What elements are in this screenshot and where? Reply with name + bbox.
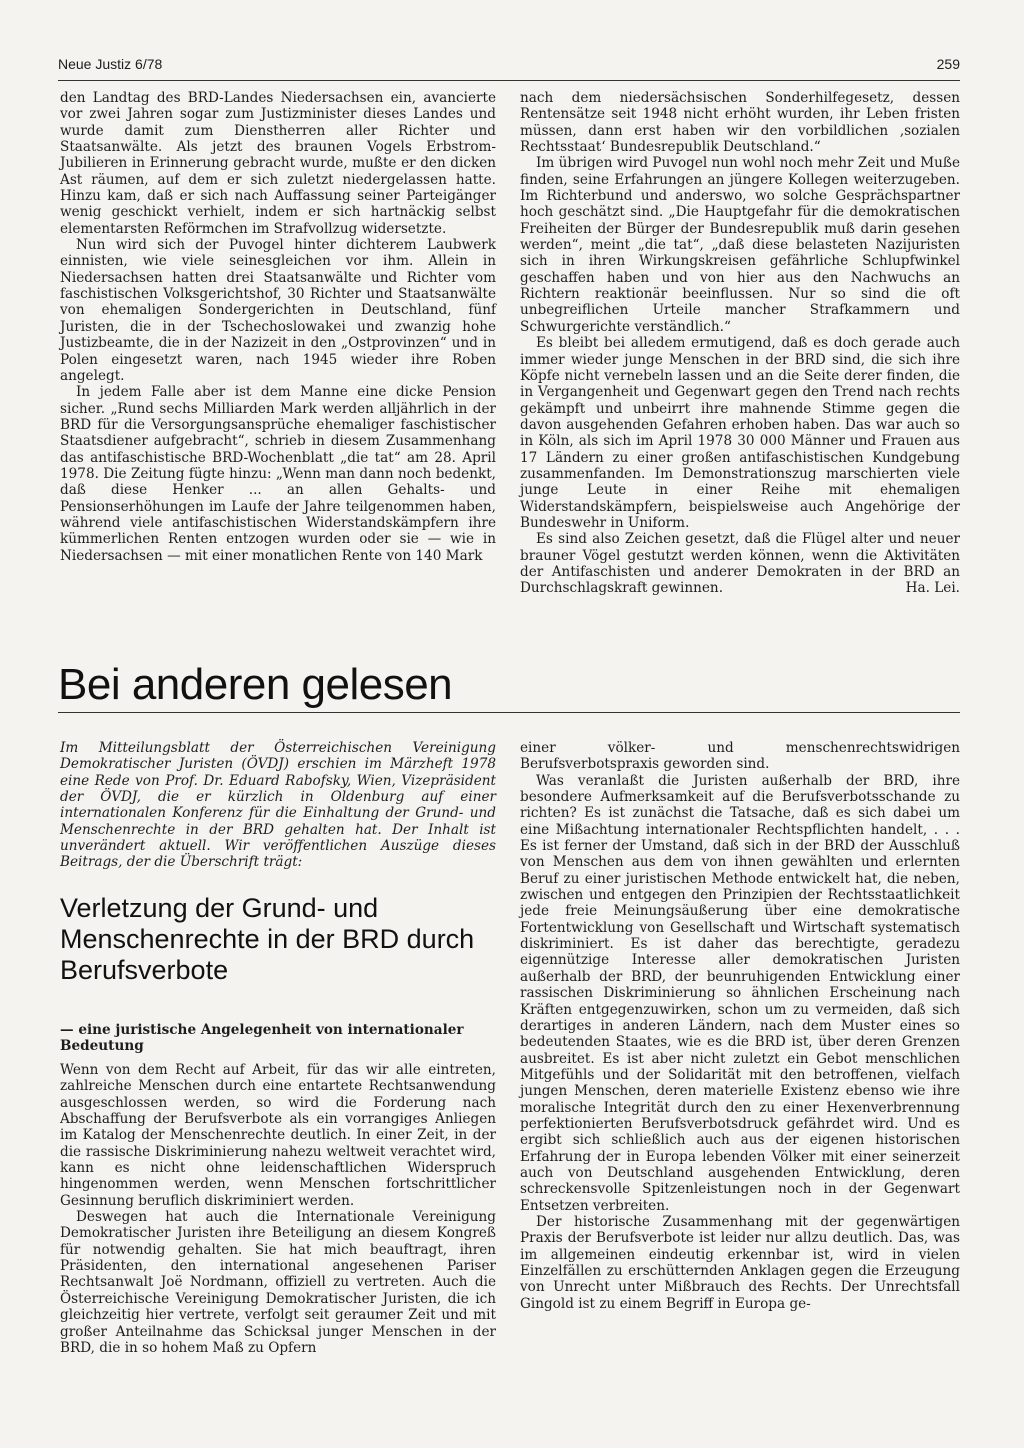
paragraph: Wenn von dem Recht auf Arbeit, für das wir alle eintreten, zahlreiche Menschen durch eine entartete Rechtsanwendung ausgeschlossen werden, so wird die Forderung nach Abschaffung der Berufsverbote als ein vorrangiges Anliegen im Katalog der Menschenrechte deutlich. In einer Zeit, in der die rassische Diskriminierung nahezu weltweit verachtet wird, kann es nicht ohne leidenschaftlichen Widerspruch hingenommen werden, wenn Menschen fortschrittlicher Gesinnung beruflich diskriminiert werden.	[60, 1062, 496, 1209]
section-title: Bei anderen gelesen	[58, 660, 453, 709]
paragraph: Deswegen hat auch die Internationale Vereinigung Demokratischer Juristen ihre Beteiligung an diesem Kongreß für notwendig gehalten. Sie hat mich beauftragt, ihren Präsidenten, den international angesehenen Pariser Rechtsanwalt Joë Nordmann, offiziell zu vertreten. Auch die Österreichische Vereinigung Demokratischer Juristen, die ich gleichzeitig hier vertrete, verfolgt seit geraumer Zeit und mit großer Anteilnahme das Schicksal junger Menschen in der BRD, die in so hohem Maß zu Opfern	[60, 1209, 496, 1356]
page-number: 259	[936, 56, 960, 72]
bottom-right-column	[520, 740, 960, 1312]
author-signature: Ha. Lei.	[905, 580, 960, 597]
paragraph: einer völker- und menschenrechtswidrigen Berufsverbotspraxis geworden sind.	[520, 740, 960, 773]
bottom-left-column	[60, 1062, 496, 1356]
section-rule	[58, 712, 960, 713]
intro-paragraph	[60, 740, 496, 871]
article-subtitle: — eine juristische Angelegenheit von internationaler Bedeutung	[60, 1022, 464, 1055]
top-left-column	[60, 90, 496, 564]
paragraph: Es bleibt bei alledem ermutigend, daß es doch gerade auch immer wieder junge Menschen in der BRD sind, die sich ihre Köpfe nicht vernebeln lassen und an die Seite derer finden, die in Vergangenheit und Gegenwart gegen den Trend nach rechts gekämpft und unbeirrt ihre mahnende Stimme gegen die davon ausgehenden Gefahren erhoben haben. Das war auch so in Köln, als sich im April 1978 30 000 Männer und Frauen aus 17 Ländern zu einer großen antifaschistischen Kundgebung zusammenfanden. Im Demonstrationszug marschierten viele junge Leute in einer Reihe mit ehemaligen Widerstandskämpfern, beispielsweise auch Angehörige der Bundeswehr in Uniform.	[520, 335, 960, 531]
paragraph: Der historische Zusammenhang mit der gegenwärtigen Praxis der Berufsverbote ist leider nur allzu deutlich. Das, was im allgemeinen eindeutig erkennbar ist, wird in vielen Einzelfällen zu erschütternden Anklagen gegen die Erzeugung von Unrecht unter Mißbrauch des Rechts. Der Unrechtsfall Gingold ist zu einem Begriff in Europa ge-	[520, 1213, 960, 1312]
intro-text: Im Mitteilungsblatt der Österreichischen Vereinigung Demokratischer Juristen (ÖVDJ) erschien im Märzheft 1978 eine Rede von Prof. Dr. Eduard Rabofsky, Wien, Vizepräsident der ÖVDJ, die er kürzlich in Oldenburg auf einer internationalen Konferenz für die Einhaltung der Grund- und Menschenrechte in der BRD gehalten hat. Der Inhalt ist unverändert aktuell. Wir veröffentlichen Auszüge dieses Beitrags, der die Überschrift trägt:	[60, 740, 496, 871]
running-header	[58, 56, 960, 78]
header-rule	[58, 80, 960, 81]
article-title: Verletzung der Grund- und Menschenrechte in der BRD durch Berufsverbote	[60, 893, 475, 985]
paragraph: nach dem niedersächsischen Sonderhilfegesetz, dessen Rentensätze seit 1948 nicht erhöht wurden, ihr Leben fristen müssen, dann erst haben wir den vorbildlichen ‚sozialen Rechtsstaat‘ Bundesrepublik Deutschland.“	[520, 90, 960, 156]
paragraph: In jedem Falle aber ist dem Manne eine dicke Pension sicher. „Rund sechs Milliarden Mark werden alljährlich in der BRD für die Versorgungsansprüche ehemaliger faschistischer Staatsdiener aufgebracht“, schrieb in diesem Zusammenhang das antifaschistische BRD-Wochenblatt „die tat“ am 28. April 1978. Die Zeitung fügte hinzu: „Wenn man dann noch bedenkt, daß diese Henker ... an allen Gehalts- und Pensionserhöhungen im Laufe der Jahre teilgenommen haben, während viele antifaschistischen Widerstandskämpfern ihre kümmerlichen Renten entzogen wurden oder sie — wie in Niedersachsen — mit einer monatlichen Rente von 140 Mark	[60, 384, 496, 564]
top-right-column	[520, 90, 960, 597]
paragraph-text: Es sind also Zeichen gesetzt, daß die Flügel alter und neuer brauner Vögel gestutzt werden können, wenn die Aktivitäten der Antifaschisten und anderer Demokraten in der BRD an Durchschlagskraft gewinnen.	[520, 531, 960, 597]
closing-paragraph	[520, 531, 960, 596]
paragraph: den Landtag des BRD-Landes Niedersachsen ein, avancierte vor zwei Jahren sogar zum Justizminister dieses Landes und wurde damit zum Dienstherren aller Richter und Staatsanwälte. Als jetzt des braunen Vogels Erbstrom-Jubilieren in Erinnerung gebracht wurde, mußte er den dicken Ast räumen, auf dem er sich zuletzt niedergelassen hatte. Hinzu kam, daß er sich nach Auffassung seiner Parteigänger wenig geschickt verhielt, indem er sich hartnäckig selbst elementarsten Reförmchen im Strafvollzug widersetzte.	[60, 90, 496, 237]
paragraph: Nun wird sich der Puvogel hinter dichterem Laubwerk einnisten, wie viele seinesgleichen vor ihm. Allein in Niedersachsen hatten drei Staatsanwälte und Richter vom faschistischen Volksgerichtshof, 30 Richter und Staatsanwälte von ehemaligen Sondergerichten in Deutschland, fünf Juristen, die in der Tschechoslowakei und zwanzig hohe Justizbeamte, die in der Nazizeit in den „Ostprovinzen“ und in Polen eingesetzt waren, nach 1945 wieder ihre Roben angelegt.	[60, 237, 496, 384]
journal-title: Neue Justiz 6/78	[58, 56, 163, 72]
paragraph: Was veranlaßt die Juristen außerhalb der BRD, ihre besondere Aufmerksamkeit auf die Berufsverbotsschande zu richten? Es ist zunächst die Tatsache, daß es sich dabei um eine Mißachtung internationaler Rechtspflichten handelt, . . . Es ist ferner der Umstand, daß sich in der BRD der Ausschluß von Menschen aus dem von ihnen gewählten und erlernten Beruf zu einer juristischen Methode entwickelt hat, die neben, zwischen und entgegen den Prinzipien der Rechtsstaatlichkeit jede freie Meinungsäußerung über eine demokratische Fortentwicklung von Gesellschaft und Wirtschaft systematisch diskriminiert. Es ist daher das berechtigte, geradezu eigennützige Interesse aller demokratischen Juristen außerhalb der BRD, der beunruhigenden Entwicklung einer rassischen Diskriminierung so ähnlichen Erscheinung nach Kräften entgegenzuwirken, schon um zu vermeiden, daß sich derartiges in anderen Ländern, nach dem Muster eines so bedeutenden Staates, wie es die BRD ist, über deren Grenzen ausbreitet. Es ist aber nicht zuletzt ein Gebot menschlichen Mitgefühls und der Solidarität mit den betroffenen, vielfach jungen Menschen, deren materielle Existenz ebenso wie ihre moralische Integrität durch den zu einer Hexenverbrennung perfektionierten Berufsverbotsdruck gefährdet wird. Und es ergibt sich schließlich auch aus der eigenen historischen Erfahrung der in Europa lebenden Völker mit einer seinerzeit auch von Deutschland ausgehenden Entwicklung, deren schreckensvolle Spitzenleistungen noch in der Gegenwart Entsetzen verbreiten.	[520, 772, 960, 1214]
paragraph: Im übrigen wird Puvogel nun wohl noch mehr Zeit und Muße finden, seine Erfahrungen an jüngere Kollegen weiterzugeben. Im Richterbund und anderswo, wo solche Gesprächspartner hoch geschätzt sind. „Die Hauptgefahr für die demokratischen Freiheiten der Bürger der Bundesrepublik muß darin gesehen werden“, meint „die tat“, „daß diese belasteten Nazijuristen sich in ihren Wirkungskreisen gefährliche Schlupfwinkel geschaffen haben und von hier aus den Nachwuchs an Richtern reaktionär beeinflussen. Nur so sind die oft unbegreiflichen Urteile mancher Strafkammern und Schwurgerichte verständlich.“	[520, 155, 960, 335]
